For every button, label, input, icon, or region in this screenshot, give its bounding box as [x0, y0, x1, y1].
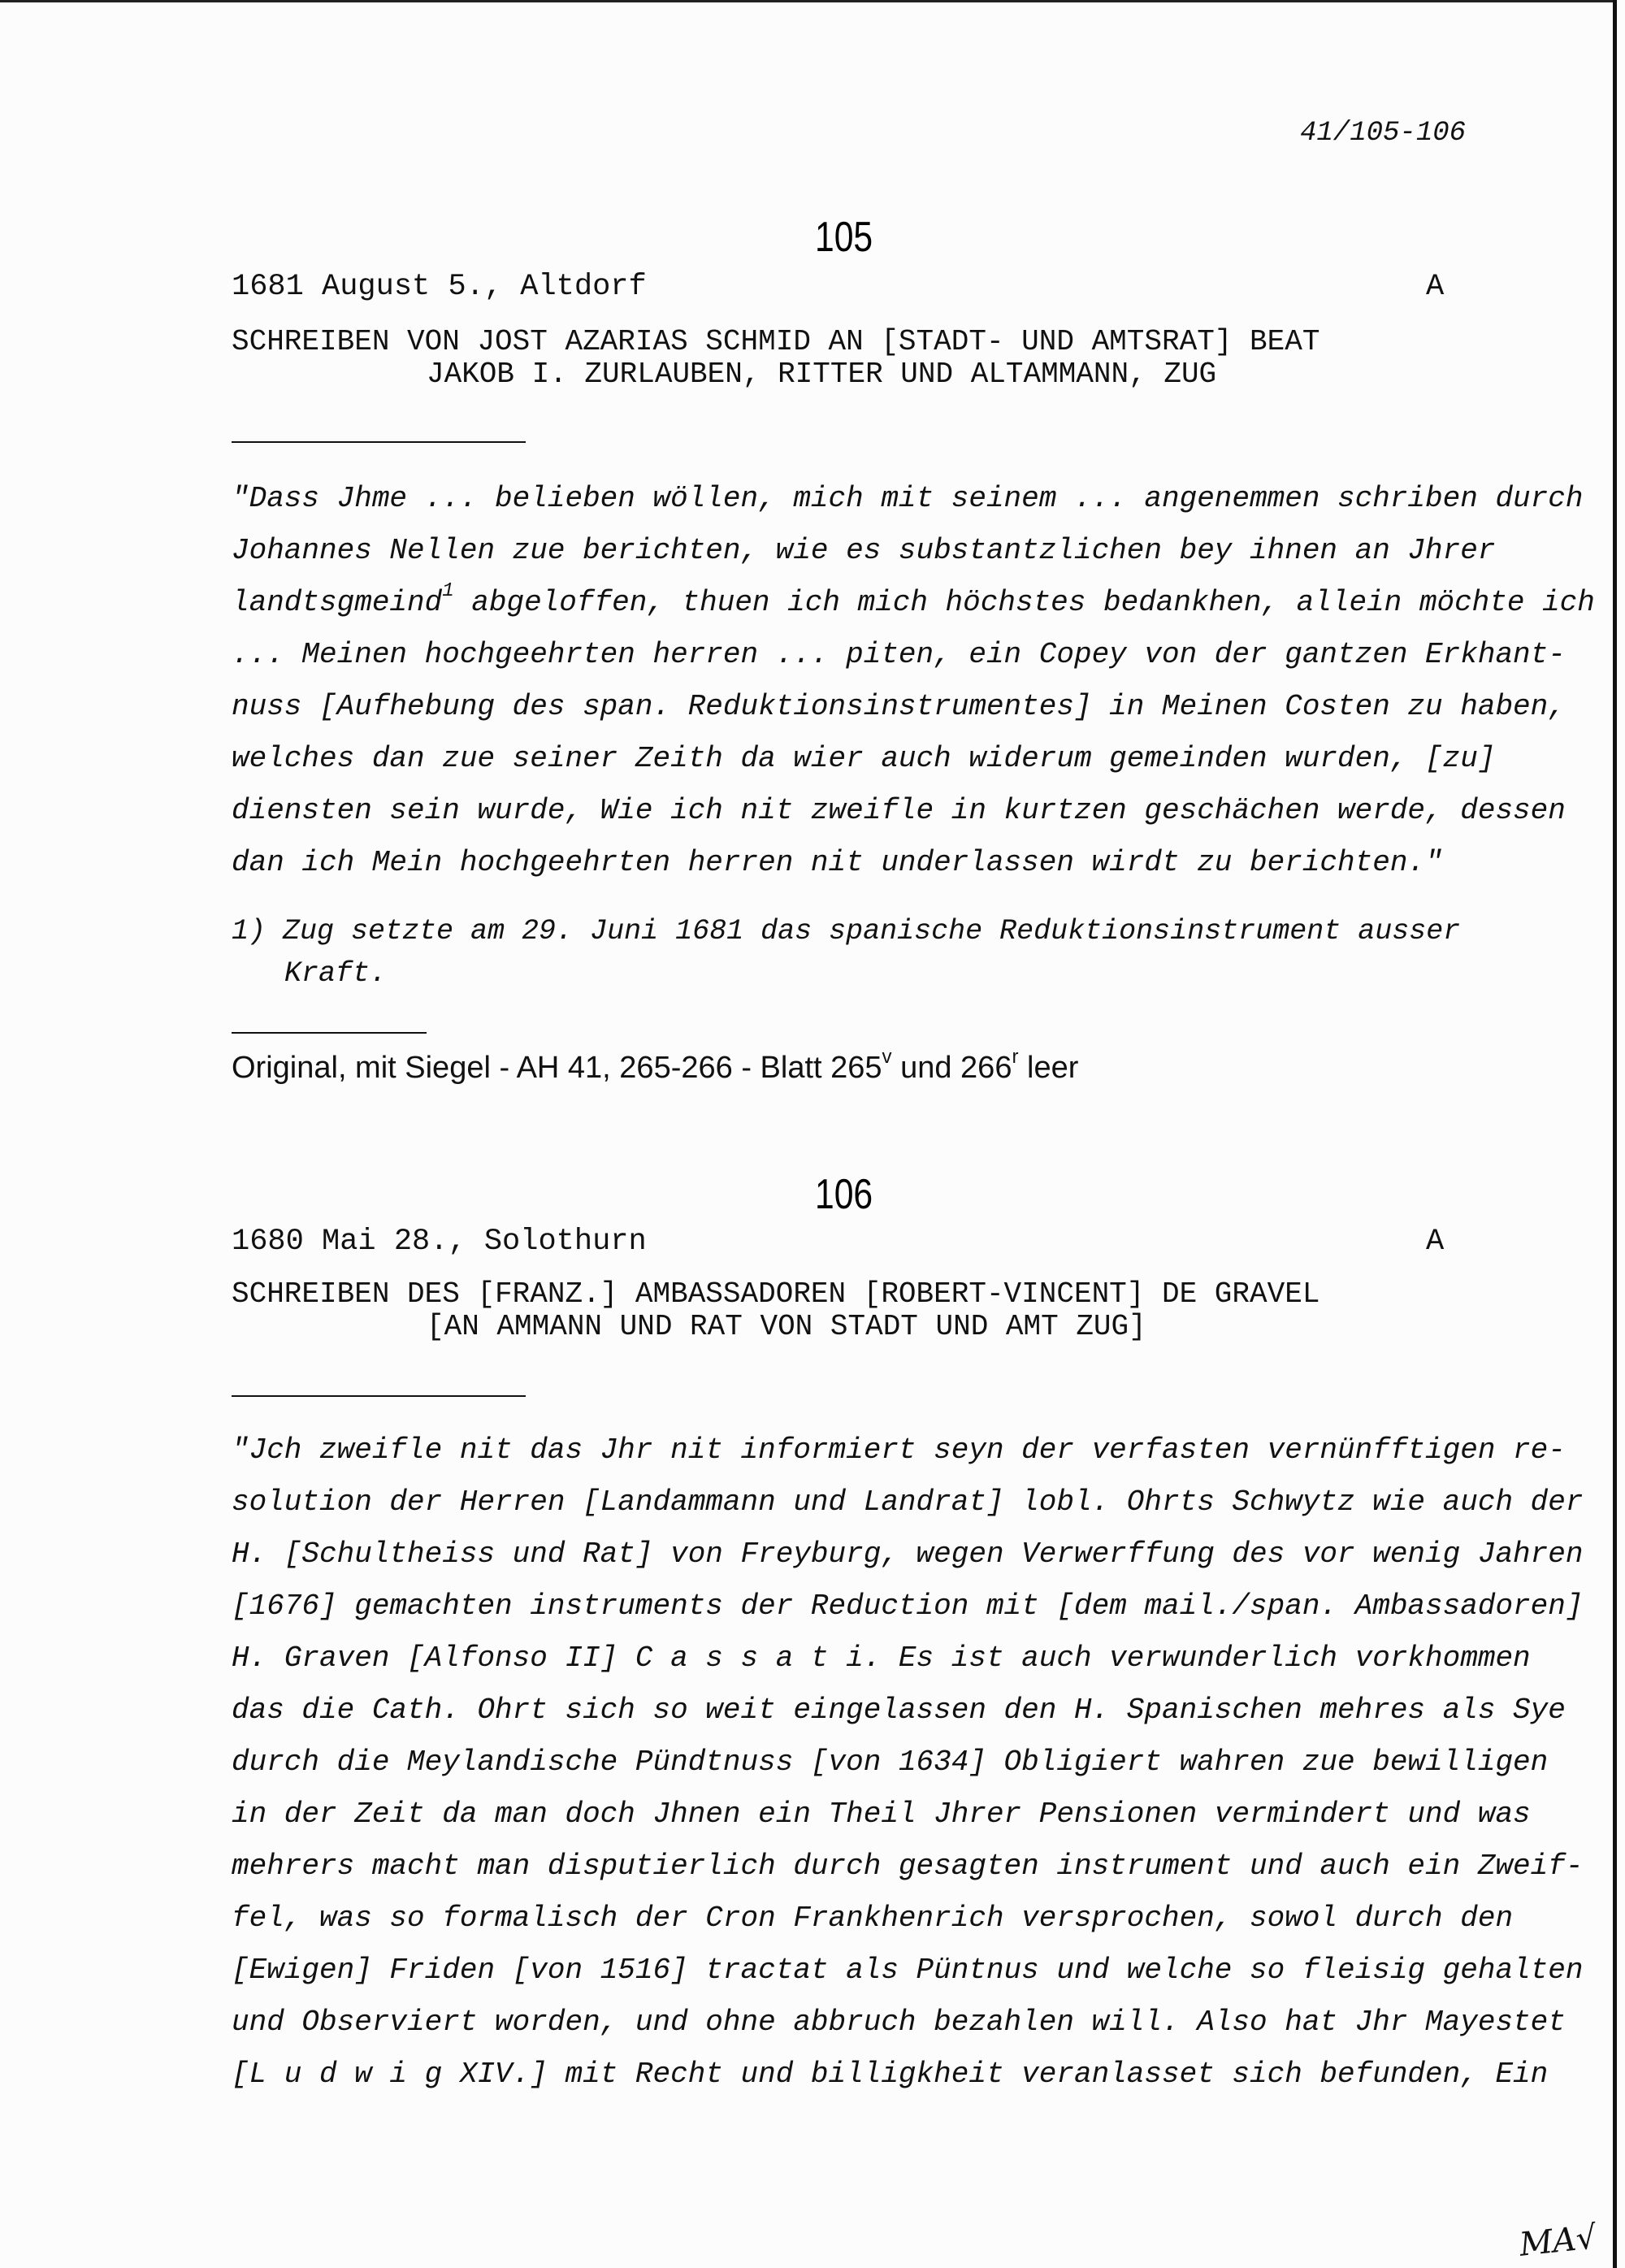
scan-edge-top	[0, 0, 1613, 2]
quote-line	[232, 577, 1595, 629]
entry-grade: A	[1426, 1225, 1445, 1259]
quote-line: [1676] gemachten instruments der Reduction mit [dem mail./span. Ambassadoren]	[232, 1589, 1584, 1623]
quote-line: durch die Meylandische Pündtnuss [von 1634] Obligiert wahren zue bewilligen	[232, 1745, 1549, 1779]
entry-number: 106	[815, 1171, 873, 1218]
quote-line: diensten sein wurde, Wie ich nit zweifle in kurtzen geschächen werde, dessen	[232, 794, 1566, 827]
quote-line: nuss [Aufhebung des span. Reduktionsinstrumentes] in Meinen Costen zu haben,	[232, 690, 1566, 723]
quote-line: mehrers macht man disputierlich durch gesagten instrument und auch ein Zweif-	[232, 1850, 1584, 1883]
scan-edge-right	[1613, 0, 1617, 2268]
superscript-recto: r	[1012, 1046, 1019, 1068]
source-text: Original, mit Siegel - AH 41, 265-266 - Blatt 265	[232, 1051, 882, 1085]
quote-line: [Ewigen] Friden [von 1516] tractat als Püntnus und welche so fleisig gehalten	[232, 1954, 1584, 1987]
entry-title-line: [AN AMMANN UND RAT VON STADT UND AMT ZUG]	[427, 1310, 1146, 1343]
quote-line: [L u d w i g XIV.] mit Recht und billigkheit veranlasset sich befunden, Ein	[232, 2058, 1549, 2091]
quote-word: landtsgmeind	[232, 586, 443, 619]
source-text: leer	[1018, 1051, 1079, 1085]
quote-line: welches dan zue seiner Zeith da wier auch widerum gemeinden wurden, [zu]	[232, 742, 1496, 775]
footnote-marker: 1	[442, 580, 454, 602]
entry-title-line: SCHREIBEN DES [FRANZ.] AMBASSADOREN [ROBERT-VINCENT] DE GRAVEL	[232, 1277, 1320, 1311]
entry-title-line: JAKOB I. ZURLAUBEN, RITTER UND ALTAMMANN, ZUG	[427, 358, 1217, 391]
page-reference: 41/105-106	[1300, 118, 1467, 149]
quote-line: und Observiert worden, und ohne abbruch bezahlen will. Also hat Jhr Mayestet	[232, 2006, 1566, 2039]
handwritten-initials: MA√	[1517, 2218, 1599, 2264]
footnote-line: 1) Zug setzte am 29. Juni 1681 das spanische Reduktionsinstrument ausser	[232, 915, 1461, 948]
quote-line: dan ich Mein hochgeehrten herren nit underlassen wirdt zu berichten."	[232, 846, 1443, 879]
quote-line: solution der Herren [Landammann und Landrat] lobl. Ohrts Schwytz wie auch der	[232, 1485, 1584, 1519]
quote-line-rest: abgeloffen, thuen ich mich höchstes bedankhen, allein möchte ich	[471, 586, 1595, 619]
quote-line: "Dass Jhme ... belieben wöllen, mich mit seinem ... angenemmen schriben durch	[232, 482, 1584, 515]
source-text: und 266	[891, 1051, 1012, 1085]
quote-line: "Jch zweifle nit das Jhr nit informiert seyn der verfasten vernünfftigen re-	[232, 1433, 1566, 1467]
separator-rule	[232, 1395, 526, 1397]
entry-title-line: SCHREIBEN VON JOST AZARIAS SCHMID AN [STADT- UND AMTSRAT] BEAT	[232, 325, 1320, 358]
separator-rule	[232, 441, 526, 443]
entry-grade: A	[1426, 270, 1445, 304]
quote-line: Johannes Nellen zue berichten, wie es substantzlichen bey ihnen an Jhrer	[232, 534, 1496, 567]
quote-line: H. [Schultheiss und Rat] von Freyburg, wegen Verwerffung des vor wenig Jahren	[232, 1537, 1584, 1571]
quote-line: H. Graven [Alfonso II] C a s s a t i. Es ist auch verwunderlich vorkhommen	[232, 1641, 1531, 1675]
quote-line: in der Zeit da man doch Jhnen ein Theil Jhrer Pensionen vermindert und was	[232, 1797, 1531, 1831]
source-line	[232, 1046, 1079, 1086]
quote-line: ... Meinen hochgeehrten herren ... piten, ein Copey von der gantzen Erkhant-	[232, 638, 1566, 671]
superscript-verso: v	[882, 1046, 892, 1068]
separator-rule	[232, 1032, 427, 1034]
entry-date-place: 1680 Mai 28., Solothurn	[232, 1225, 647, 1259]
footnote-line: Kraft.	[284, 957, 388, 990]
quote-line: das die Cath. Ohrt sich so weit eingelassen den H. Spanischen mehres als Sye	[232, 1693, 1566, 1727]
entry-date-place: 1681 August 5., Altdorf	[232, 270, 647, 304]
quote-line: fel, was so formalisch der Cron Frankhenrich versprochen, sowol durch den	[232, 1902, 1514, 1935]
entry-number: 105	[815, 214, 873, 261]
